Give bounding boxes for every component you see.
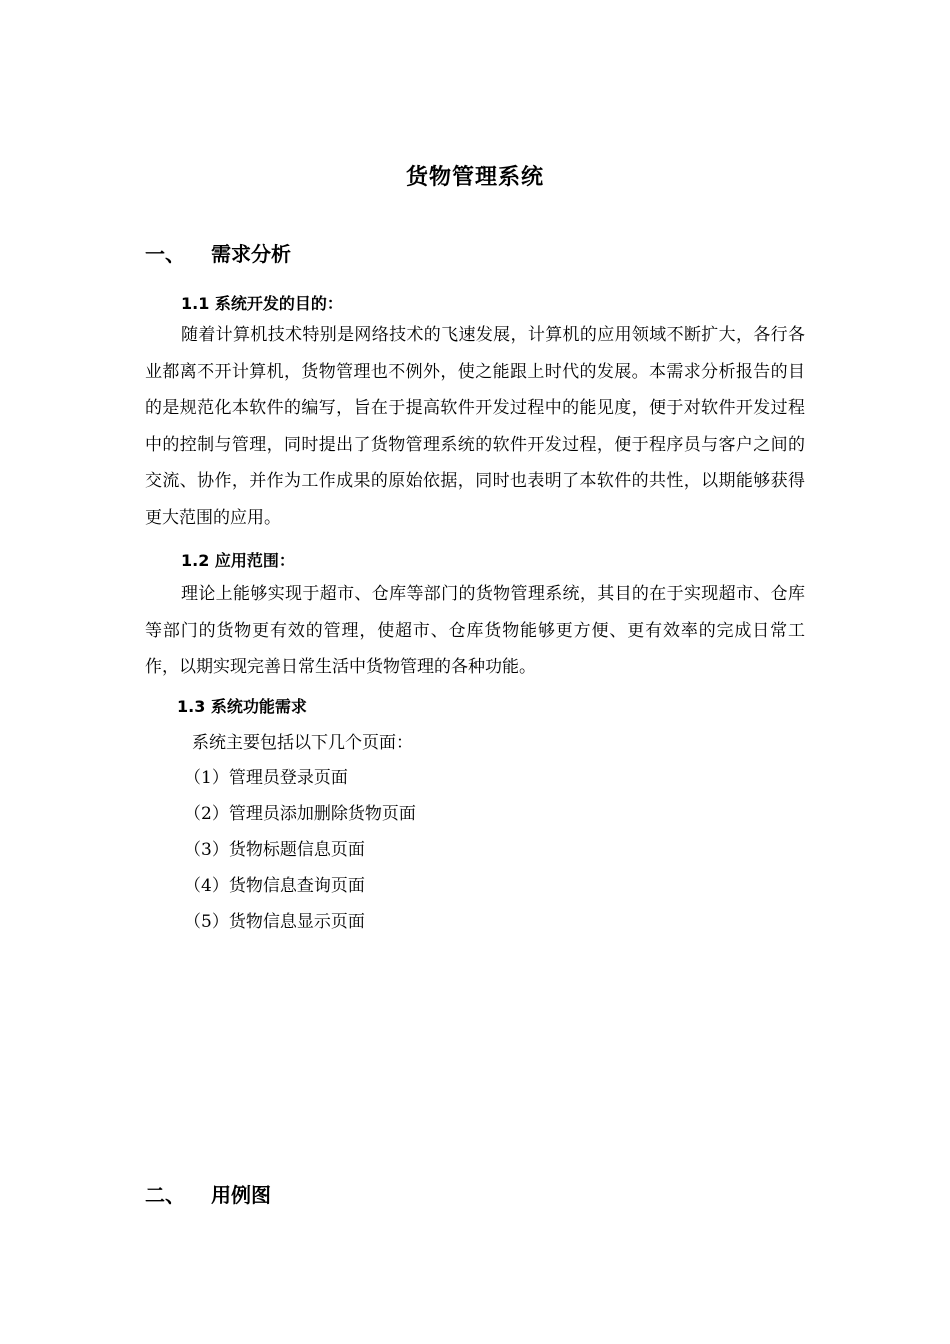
section-heading-requirements <box>145 238 291 267</box>
paragraph-scope: 理论上能够实现于超市、仓库等部门的货物管理系统，其目的在于实现超市、仓库等部门的货物更有效的管理，使超市、仓库货物能够更方便、更有效率的完成日常工作，以期实现完善日常生活中货物管理的各种功能。 <box>145 584 805 677</box>
subsection-heading-functions: 1.3 系统功能需求 <box>177 697 307 716</box>
section-number: 二、 <box>145 1183 185 1207</box>
list-item: （1）管理员登录页面 <box>184 768 348 788</box>
document-title: 货物管理系统 <box>405 165 544 190</box>
list-item: （5）货物信息显示页面 <box>184 912 365 932</box>
list-item: （3）货物标题信息页面 <box>184 840 365 860</box>
section-title: 用例图 <box>211 1183 271 1207</box>
section-number: 一、 <box>145 242 185 266</box>
subsection-heading-purpose: 1.1 系统开发的目的： <box>181 294 343 313</box>
section-title: 需求分析 <box>211 242 291 266</box>
list-item: （2）管理员添加删除货物页面 <box>184 804 416 824</box>
list-item: （4）货物信息查询页面 <box>184 876 365 896</box>
subsection-heading-scope: 1.2 应用范围： <box>181 551 295 570</box>
section-heading-use-case <box>145 1179 271 1208</box>
functions-intro: 系统主要包括以下几个页面： <box>192 733 413 753</box>
paragraph-purpose: 随着计算机技术特别是网络技术的飞速发展，计算机的应用领域不断扩大，各行各业都离不开计算机，货物管理也不例外，使之能跟上时代的发展。本需求分析报告的目的是规范化本软件的编写，旨在于提高软件开发过程中的能见度，便于对软件开发过程中的控制与管理，同时提出了货物管理系统的软件开发过程，便于程序员与客户之间的交流、协作，并作为工作成果的原始依据，同时也表明了本软件的共性，以期能够获得更大范围的应用。 <box>145 325 805 528</box>
